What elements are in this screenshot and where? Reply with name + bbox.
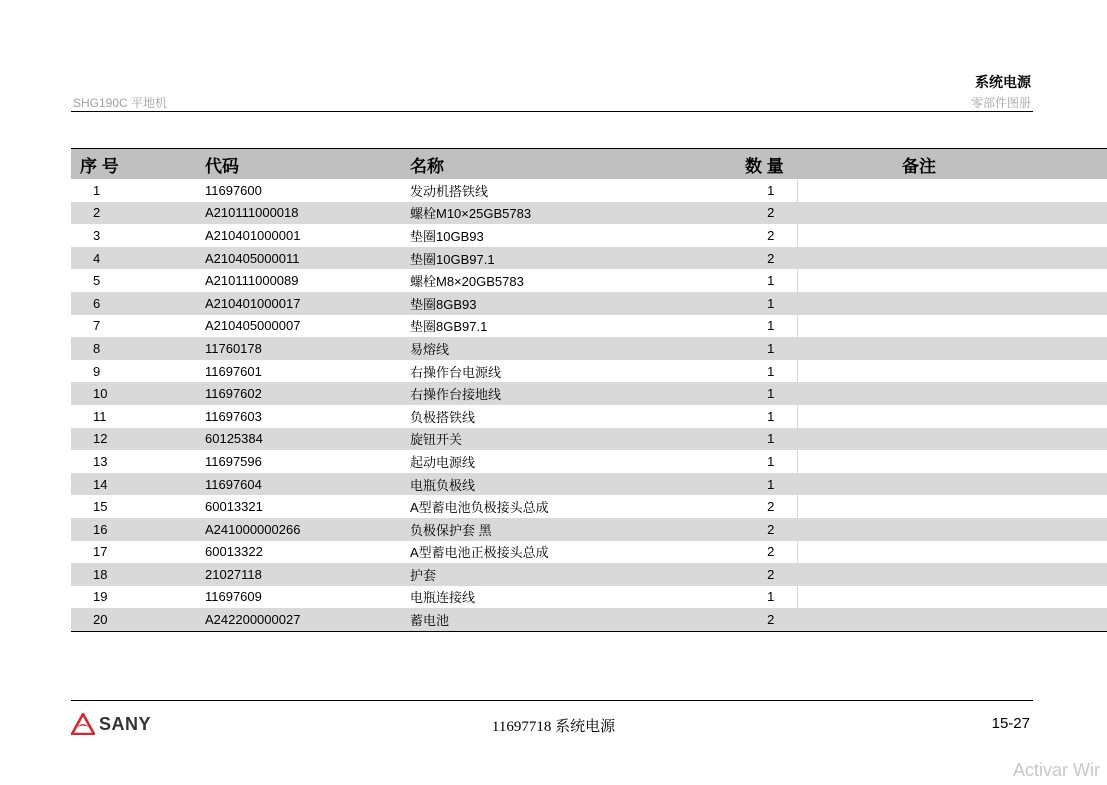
cell-code: A241000000266 xyxy=(205,521,301,537)
cell-no: 4 xyxy=(93,250,101,266)
cell-qty: 2 xyxy=(745,495,797,518)
table-row xyxy=(71,608,1107,631)
cell-code: A242200000027 xyxy=(205,608,410,631)
cell-no: 17 xyxy=(93,544,108,560)
cell-no: 5 xyxy=(93,273,101,289)
table-row xyxy=(71,269,1107,292)
cell-note xyxy=(797,586,1107,609)
cell-qty: 1 xyxy=(745,428,797,451)
cell-name: 发动机搭铁线 xyxy=(410,183,489,199)
cell-no: 15 xyxy=(93,499,108,515)
column-header-note: 备注 xyxy=(902,156,936,176)
parts-table-body xyxy=(71,179,1107,631)
cell-qty: 2 xyxy=(745,518,797,541)
cell-code: 11697604 xyxy=(205,476,262,492)
cell-code: 60125384 xyxy=(205,431,263,447)
cell-no: 6 xyxy=(93,295,101,311)
cell-name: 垫圈8GB93 xyxy=(410,296,477,312)
cell-name: 护套 xyxy=(410,567,437,583)
cell-code: 11697596 xyxy=(205,453,262,469)
cell-qty: 1 xyxy=(745,337,797,360)
cell-code: 11697600 xyxy=(205,182,262,198)
cell-code: A210405000011 xyxy=(205,250,300,266)
cell-no: 2 xyxy=(93,205,101,221)
cell-qty: 1 xyxy=(745,179,797,202)
cell-note xyxy=(797,541,1107,564)
cell-no: 19 xyxy=(93,589,108,605)
cell-no: 16 xyxy=(93,521,108,537)
cell-code: 21027118 xyxy=(205,566,262,582)
cell-qty: 2 xyxy=(745,224,797,247)
cell-note xyxy=(797,337,1107,360)
table-row xyxy=(71,382,1107,405)
cell-note xyxy=(797,382,1107,405)
cell-code: A210111000018 xyxy=(205,205,299,221)
cell-note xyxy=(797,563,1107,586)
cell-name: 易熔线 xyxy=(410,341,450,357)
cell-note xyxy=(797,428,1107,451)
cell-no: 1 xyxy=(93,182,101,198)
table-row xyxy=(71,360,1107,383)
cell-code: 11697603 xyxy=(205,408,262,424)
table-row xyxy=(71,428,1107,451)
table-row xyxy=(71,473,1107,496)
table-row xyxy=(71,247,1107,270)
cell-note xyxy=(797,608,1107,631)
cell-note xyxy=(797,495,1107,518)
column-header-code: 代码 xyxy=(205,156,239,176)
cell-name: 螺栓M10×25GB5783 xyxy=(410,206,532,222)
cell-qty: 1 xyxy=(745,360,797,383)
cell-no: 3 xyxy=(93,227,101,243)
cell-qty: 1 xyxy=(745,269,797,292)
cell-name: 电瓶连接线 xyxy=(410,590,476,606)
cell-code: 11760178 xyxy=(205,340,262,356)
cell-name: 螺栓M8×20GB5783 xyxy=(410,274,524,290)
table-row xyxy=(71,405,1107,428)
cell-note xyxy=(797,247,1107,270)
cell-code: A210111000089 xyxy=(205,273,299,289)
header-divider xyxy=(71,111,1033,112)
table-row xyxy=(71,495,1107,518)
cell-qty: 2 xyxy=(745,563,797,586)
table-row xyxy=(71,202,1107,225)
cell-note xyxy=(797,360,1107,383)
cell-code: 11697602 xyxy=(205,386,262,402)
cell-no: 20 xyxy=(71,608,205,631)
cell-no: 11 xyxy=(93,408,107,424)
table-row xyxy=(71,315,1107,338)
cell-name: A型蓄电池正极接头总成 xyxy=(410,545,549,561)
cell-no: 13 xyxy=(93,453,108,469)
cell-qty: 1 xyxy=(745,315,797,338)
cell-qty: 1 xyxy=(745,473,797,496)
table-row xyxy=(71,224,1107,247)
page-number: 15-27 xyxy=(991,715,1030,732)
cell-note xyxy=(797,292,1107,315)
cell-no: 9 xyxy=(93,363,101,379)
section-title: 系统电源 xyxy=(975,74,1031,90)
cell-qty: 1 xyxy=(745,405,797,428)
column-header-name: 名称 xyxy=(410,156,444,176)
footer-document-title: 11697718 系统电源 xyxy=(491,719,616,735)
cell-no: 12 xyxy=(93,431,108,447)
cell-name: 电瓶负极线 xyxy=(410,477,476,493)
cell-note xyxy=(797,405,1107,428)
table-row xyxy=(71,541,1107,564)
cell-qty: 1 xyxy=(745,292,797,315)
column-header-no: 序 号 xyxy=(80,156,119,176)
cell-note xyxy=(797,202,1107,225)
cell-name: 起动电源线 xyxy=(410,454,476,470)
cell-name: 负极搭铁线 xyxy=(410,409,476,425)
cell-note xyxy=(797,224,1107,247)
cell-code: 11697609 xyxy=(205,589,262,605)
activation-watermark: Activar Wir xyxy=(1013,760,1100,780)
table-row xyxy=(71,518,1107,541)
table-row xyxy=(71,586,1107,609)
cell-no: 7 xyxy=(93,318,101,334)
cell-code: 60013322 xyxy=(205,544,263,560)
cell-name: 蓄电池 xyxy=(410,608,745,631)
cell-qty: 2 xyxy=(745,608,797,631)
table-row xyxy=(71,292,1107,315)
footer-divider xyxy=(71,700,1033,701)
cell-code: A210405000007 xyxy=(205,318,301,334)
cell-name: 右操作台接地线 xyxy=(410,387,502,403)
cell-qty: 1 xyxy=(745,586,797,609)
cell-no: 14 xyxy=(93,476,108,492)
column-header-qty: 数 量 xyxy=(745,156,784,176)
table-row xyxy=(71,179,1107,202)
cell-note xyxy=(797,269,1107,292)
parts-table xyxy=(71,148,1107,632)
cell-note xyxy=(797,315,1107,338)
cell-name: 垫圈10GB93 xyxy=(410,228,484,244)
cell-no: 8 xyxy=(93,340,101,356)
cell-qty: 2 xyxy=(745,247,797,270)
table-row xyxy=(71,563,1107,586)
cell-name: 负极保护套 黑 xyxy=(410,522,492,538)
cell-code: A210401000017 xyxy=(205,295,301,311)
cell-qty: 1 xyxy=(745,382,797,405)
cell-no: 10 xyxy=(93,386,108,402)
cell-qty: 2 xyxy=(745,202,797,225)
cell-qty: 1 xyxy=(745,450,797,473)
cell-name: 旋钮开关 xyxy=(410,432,463,448)
cell-note xyxy=(797,473,1107,496)
cell-name: 右操作台电源线 xyxy=(410,364,502,380)
cell-note xyxy=(797,179,1107,202)
table-row xyxy=(71,450,1107,473)
cell-no: 18 xyxy=(93,566,108,582)
cell-note xyxy=(797,450,1107,473)
cell-code: 60013321 xyxy=(205,499,263,515)
cell-name: 垫圈8GB97.1 xyxy=(410,319,488,335)
cell-code: A210401000001 xyxy=(205,227,301,243)
cell-code: 11697601 xyxy=(205,363,262,379)
table-row xyxy=(71,337,1107,360)
table-header-row xyxy=(71,149,1107,180)
catalog-subtitle: 零部件图册 xyxy=(970,96,1031,110)
cell-note xyxy=(797,518,1107,541)
model-name: SHG190C 平地机 xyxy=(73,96,168,110)
logo-text: SANY xyxy=(99,713,152,734)
cell-qty: 2 xyxy=(745,541,797,564)
cell-name: A型蓄电池负极接头总成 xyxy=(410,500,549,516)
cell-name: 垫圈10GB97.1 xyxy=(410,251,495,267)
